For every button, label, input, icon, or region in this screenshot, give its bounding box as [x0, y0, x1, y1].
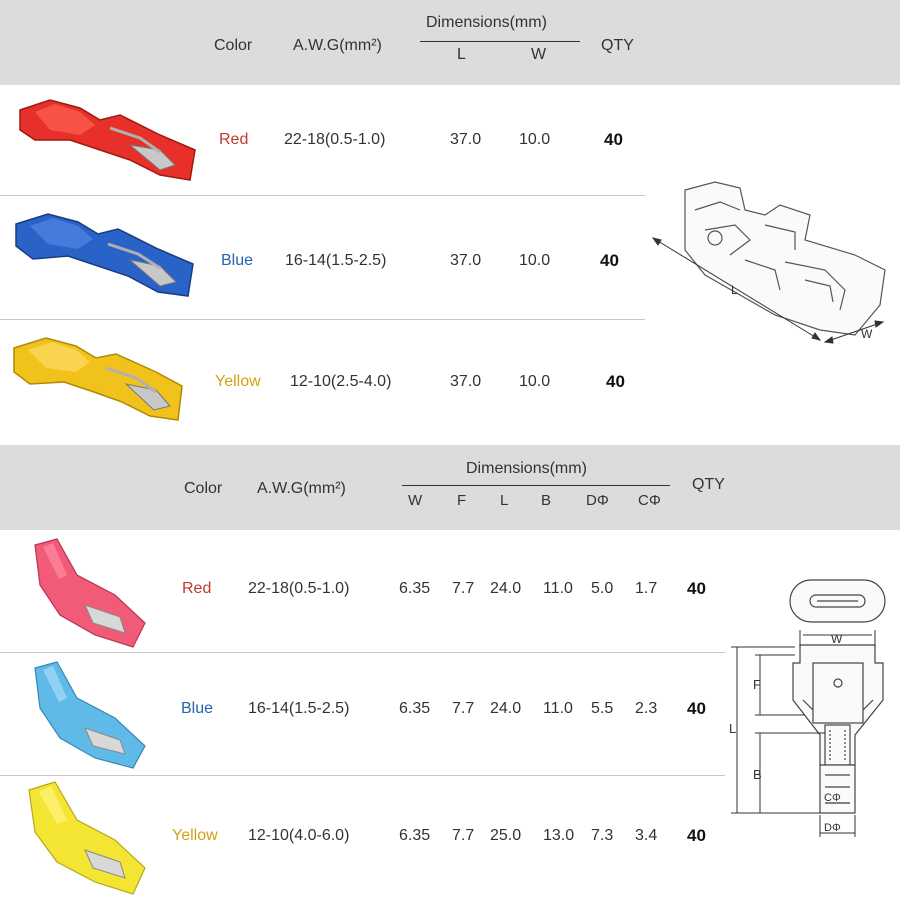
t2-yellow-f: 7.7 [452, 827, 475, 844]
t1-yellow-l: 37.0 [450, 373, 482, 390]
t2-diagram-label-c: CΦ [824, 792, 841, 804]
t1-blue-awg: 16-14(1.5-2.5) [285, 252, 387, 269]
t1-header-qty: QTY [601, 37, 634, 54]
t2-red-f: 7.7 [452, 580, 475, 597]
t2-header-dimensions: Dimensions(mm) [466, 460, 587, 477]
t2-blue-b: 11.0 [543, 700, 573, 717]
t2-blue-l: 24.0 [490, 700, 522, 717]
t2-red-d: 5.0 [591, 580, 614, 597]
t1-diagram-label-w: W [861, 327, 873, 341]
t2-red-l: 24.0 [490, 580, 522, 597]
spade-connector-yellow-image [15, 778, 155, 898]
t1-row-red [0, 85, 645, 195]
t2-blue-color: Blue [181, 700, 214, 717]
t1-header-dimensions: Dimensions(mm) [426, 14, 547, 31]
t1-header-color: Color [214, 37, 253, 54]
t2-dimensions-rule [402, 485, 670, 486]
t1-blue-color: Blue [221, 252, 254, 269]
t1-red-awg: 22-18(0.5-1.0) [284, 131, 386, 148]
table2-header [0, 445, 900, 530]
t2-yellow-qty: 40 [687, 826, 706, 845]
t-tap-connector-red-image [10, 90, 210, 200]
t1-blue-l: 37.0 [450, 252, 482, 269]
t2-red-awg: 22-18(0.5-1.0) [248, 580, 350, 597]
t-tap-dimension-diagram [645, 170, 895, 370]
t1-yellow-qty: 40 [606, 372, 625, 391]
t2-red-color: Red [182, 580, 212, 597]
spade-connector-red-image [15, 535, 155, 655]
t2-red-b: 11.0 [543, 580, 573, 597]
t2-header-c: CΦ [638, 492, 661, 509]
t1-yellow-color: Yellow [215, 373, 261, 390]
t2-yellow-d: 7.3 [591, 827, 614, 844]
t2-header-f: F [457, 492, 467, 509]
t2-header-d: DΦ [586, 492, 609, 509]
t-tap-connector-yellow-image [10, 330, 210, 440]
t2-header-w: W [408, 492, 423, 509]
t2-diagram-label-f: F [753, 677, 761, 692]
t-tap-connector-blue-image [8, 204, 208, 314]
t2-yellow-awg: 12-10(4.0-6.0) [248, 827, 350, 844]
t2-diagram-label-w: W [831, 632, 843, 646]
t1-blue-w: 10.0 [519, 252, 551, 269]
t2-blue-w: 6.35 [399, 700, 431, 717]
spade-dimension-diagram [725, 575, 895, 845]
t2-blue-c: 2.3 [635, 700, 658, 717]
t2-red-c: 1.7 [635, 580, 658, 597]
t2-yellow-w: 6.35 [399, 827, 431, 844]
t2-red-qty: 40 [687, 579, 706, 598]
t2-blue-awg: 16-14(1.5-2.5) [248, 700, 350, 717]
t1-yellow-awg: 12-10(2.5-4.0) [290, 373, 392, 390]
t2-header-color: Color [184, 480, 223, 497]
t1-dimensions-rule [420, 41, 580, 42]
t2-yellow-c: 3.4 [635, 827, 658, 844]
t2-yellow-color: Yellow [172, 827, 218, 844]
t1-yellow-w: 10.0 [519, 373, 551, 390]
t2-yellow-l: 25.0 [490, 827, 522, 844]
t1-header-l: L [457, 46, 466, 63]
spade-connector-blue-image [15, 658, 155, 778]
table1-header [0, 0, 900, 85]
t2-header-awg: A.W.G(mm²) [257, 480, 346, 497]
t2-blue-d: 5.5 [591, 700, 614, 717]
t2-red-w: 6.35 [399, 580, 431, 597]
t1-row-yellow [0, 320, 645, 442]
t2-row-red [0, 530, 725, 650]
t1-red-w: 10.0 [519, 131, 551, 148]
t2-diagram-label-d: DΦ [824, 822, 841, 834]
t2-row-blue [0, 653, 725, 773]
t2-header-qty: QTY [692, 476, 725, 493]
t1-header-w: W [531, 46, 547, 63]
t1-diagram-label-l: L [731, 283, 738, 297]
t2-diagram-label-l: L [729, 721, 737, 736]
t2-blue-f: 7.7 [452, 700, 475, 717]
t2-yellow-b: 13.0 [543, 827, 575, 844]
t2-header-b: B [541, 492, 552, 509]
t2-row-yellow [0, 776, 725, 900]
t1-header-awg: A.W.G(mm²) [293, 37, 382, 54]
t2-header-l: L [500, 492, 509, 509]
t2-diagram-label-b: B [753, 767, 762, 782]
t1-red-color: Red [219, 131, 249, 148]
t1-blue-qty: 40 [600, 251, 619, 270]
t2-blue-qty: 40 [687, 699, 706, 718]
t1-row-blue [0, 196, 645, 319]
t1-red-qty: 40 [604, 130, 623, 149]
t1-red-l: 37.0 [450, 131, 482, 148]
